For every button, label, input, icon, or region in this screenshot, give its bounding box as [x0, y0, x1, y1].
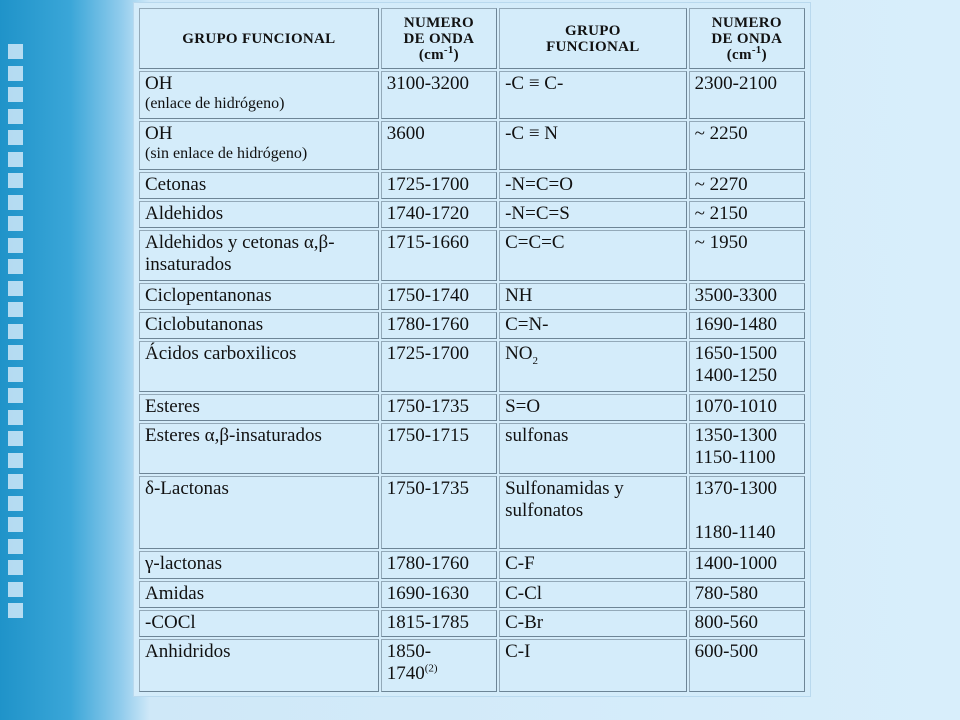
grupo-cell: C=N-: [499, 312, 687, 339]
wavenumber-cell: 800-560: [689, 610, 805, 637]
wavenumber-cell: 1750-1735: [381, 476, 497, 550]
wavenumber-cell: 780-580: [689, 581, 805, 608]
table-row: [139, 172, 805, 199]
grupo-cell: γ-lactonas: [139, 551, 379, 578]
wavenumber-cell: 1780-1760: [381, 312, 497, 339]
table-row: [139, 476, 805, 550]
grupo-cell: Aldehidos: [139, 201, 379, 228]
grupo-cell: C-F: [499, 551, 687, 578]
wavenumber-cell: 1780-1760: [381, 551, 497, 578]
grupo-cell: Anhidridos: [139, 639, 379, 692]
wavenumber-cell: 600-500: [689, 639, 805, 692]
table-row: [139, 121, 805, 169]
ir-frequency-table: [137, 6, 807, 694]
grupo-cell: -C ≡ C-: [499, 71, 687, 119]
grupo-cell: C-Br: [499, 610, 687, 637]
wavenumber-cell: 1750-1740: [381, 283, 497, 310]
wavenumber-cell: ~ 1950: [689, 230, 805, 280]
wavenumber-cell: 1725-1700: [381, 172, 497, 199]
wavenumber-cell: 1370-1300 1180-1140: [689, 476, 805, 550]
decorative-squares: [8, 44, 24, 618]
grupo-cell: NH: [499, 283, 687, 310]
wavenumber-cell: 3500-3300: [689, 283, 805, 310]
grupo-cell: OH (sin enlace de hidrógeno): [139, 121, 379, 169]
grupo-cell: S=O: [499, 394, 687, 421]
table-row: [139, 394, 805, 421]
wavenumber-cell: 1690-1480: [689, 312, 805, 339]
wavenumber-cell: 1070-1010: [689, 394, 805, 421]
grupo-cell: Ácidos carboxilicos: [139, 341, 379, 391]
wavenumber-cell: 1350-1300 1150-1100: [689, 423, 805, 473]
table-row: [139, 639, 805, 692]
grupo-cell: Sulfonamidas y sulfonatos: [499, 476, 687, 550]
grupo-cell: C-I: [499, 639, 687, 692]
wavenumber-cell: ~ 2250: [689, 121, 805, 169]
wavenumber-cell: 1715-1660: [381, 230, 497, 280]
grupo-cell: Ciclobutanonas: [139, 312, 379, 339]
grupo-cell: Aldehidos y cetonas α,β- insaturados: [139, 230, 379, 280]
header-numero-onda-1: NUMERO DE ONDA $(cm^{-1})$: [381, 8, 497, 69]
wavenumber-cell: 1740-1720: [381, 201, 497, 228]
grupo-cell: -N=C=O: [499, 172, 687, 199]
wavenumber-cell: 1690-1630: [381, 581, 497, 608]
grupo-cell: Esteres: [139, 394, 379, 421]
table-row: [139, 312, 805, 339]
table-row: [139, 341, 805, 391]
table-row: [139, 71, 805, 119]
grupo-cell: -N=C=S: [499, 201, 687, 228]
header-grupo-funcional-1: GRUPO FUNCIONAL: [139, 8, 379, 69]
header-grupo-funcional-2: GRUPO FUNCIONAL: [499, 8, 687, 69]
header-numero-onda-2: NUMERO DE ONDA $(cm^{-1})$: [689, 8, 805, 69]
wavenumber-cell: 2300-2100: [689, 71, 805, 119]
grupo-cell: δ-Lactonas: [139, 476, 379, 550]
wavenumber-cell: 1650-1500 1400-1250: [689, 341, 805, 391]
wavenumber-cell: ~ 2270: [689, 172, 805, 199]
table-row: [139, 581, 805, 608]
wavenumber-cell: 3600: [381, 121, 497, 169]
wavenumber-cell: 1815-1785: [381, 610, 497, 637]
table-row: [139, 423, 805, 473]
table-row: [139, 201, 805, 228]
wavenumber-cell: 1850- 1740$^{(2)}$: [381, 639, 497, 692]
wavenumber-cell: ~ 2150: [689, 201, 805, 228]
wavenumber-cell: 3100-3200: [381, 71, 497, 119]
grupo-cell: C=C=C: [499, 230, 687, 280]
grupo-cell: OH (enlace de hidrógeno): [139, 71, 379, 119]
table-row: [139, 551, 805, 578]
wavenumber-cell: 1725-1700: [381, 341, 497, 391]
grupo-cell: -COCl: [139, 610, 379, 637]
grupo-cell: Esteres α,β-insaturados: [139, 423, 379, 473]
table-row: [139, 610, 805, 637]
ir-table-container: [134, 3, 810, 696]
wavenumber-cell: 1400-1000: [689, 551, 805, 578]
table-row: [139, 283, 805, 310]
grupo-cell: Ciclopentanonas: [139, 283, 379, 310]
grupo-cell: C-Cl: [499, 581, 687, 608]
table-header-row: [139, 8, 805, 69]
grupo-cell: -C ≡ N: [499, 121, 687, 169]
wavenumber-cell: 1750-1735: [381, 394, 497, 421]
grupo-cell: $NO_2$: [499, 341, 687, 391]
wavenumber-cell: 1750-1715: [381, 423, 497, 473]
grupo-cell: sulfonas: [499, 423, 687, 473]
table-row: [139, 230, 805, 280]
grupo-cell: Cetonas: [139, 172, 379, 199]
grupo-cell: Amidas: [139, 581, 379, 608]
